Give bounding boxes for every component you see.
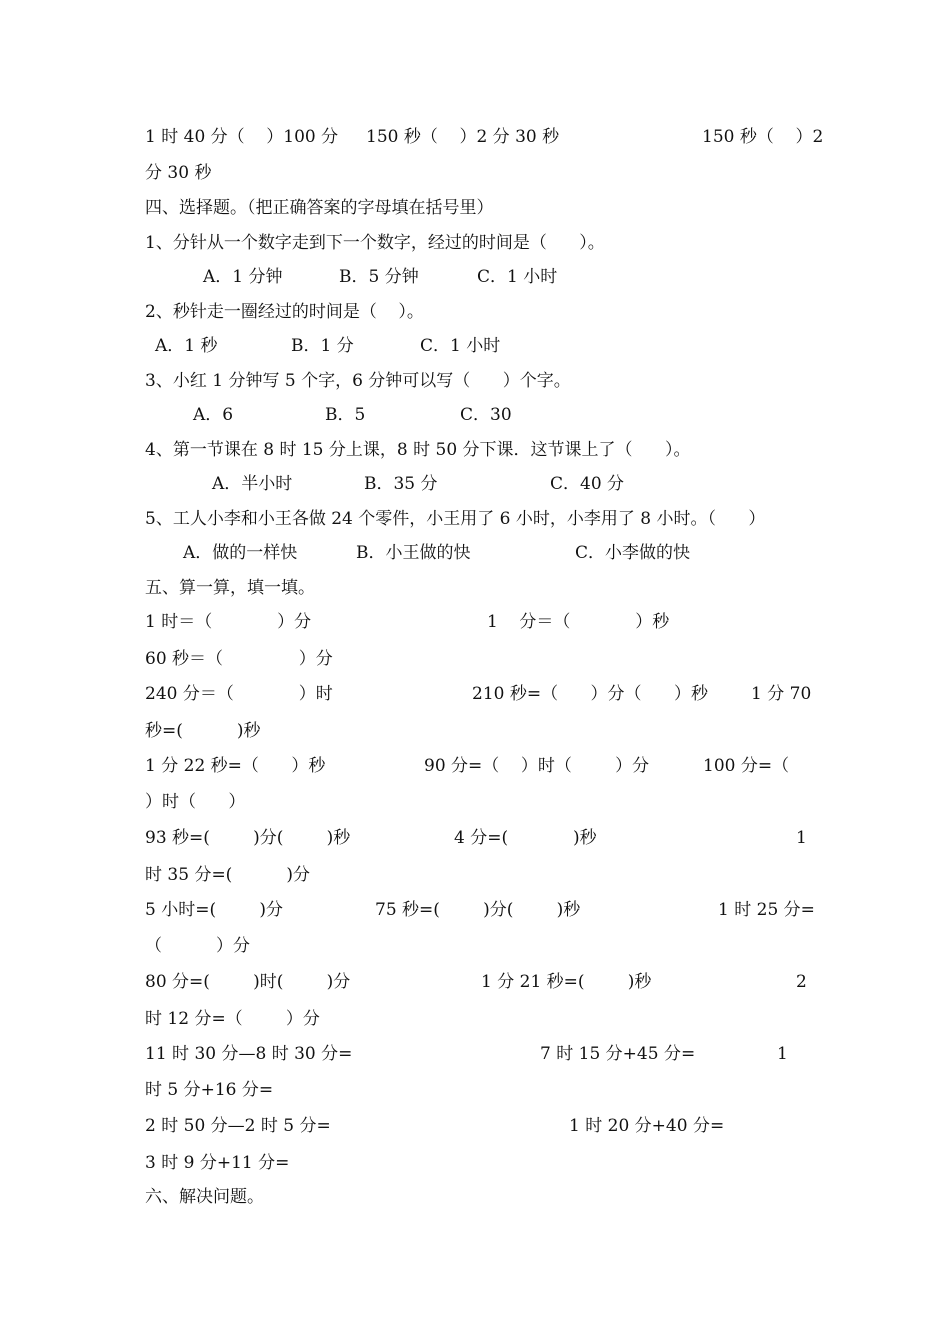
q3-option-c: C．30 [460,405,512,425]
calc-item-5: 1 时 20 分+40 分= [569,1116,725,1136]
fill-item-14: 75 秒=( )分( )秒 [375,900,581,920]
fill-item-16: 80 分=( )时( )分 [145,972,351,992]
fill-item-9: 100 分=（ [703,756,790,776]
section-five-heading: 五、算一算，填一填。 [145,578,315,598]
fill-item-8: 90 分=（ ）时（ ）分 [424,756,650,776]
fill-item-13: 5 小时=( )分 [145,900,283,920]
q3-option-b: B．5 [325,405,366,425]
fill-item-4: 240 分＝（ ）时 [145,684,333,704]
fill-item-18-continued: 时 12 分=（ ）分 [145,1009,320,1029]
q5-option-a: A．做的一样快 [183,543,298,563]
calc-item-6: 3 时 9 分+11 分= [145,1153,290,1173]
question-5: 5、工人小李和小王各做 24 个零件，小王用了 6 小时，小李用了 8 小时。（ ） [145,509,766,529]
fill-item-12-continued: 时 35 分=( )分 [145,865,310,885]
q4-option-a: A．半小时 [212,474,293,494]
comparison-item-3-continued: 分 30 秒 [145,163,212,183]
fill-item-12: 1 [796,828,807,848]
q5-option-b: B．小王做的快 [356,543,471,563]
q2-option-a: A．1 秒 [155,336,218,356]
fill-item-6-continued: 秒=( )秒 [145,721,261,741]
question-4: 4、第一节课在 8 时 15 分上课，8 时 50 分下课．这节课上了（ ）。 [145,440,691,460]
q4-option-c: C．40 分 [550,474,625,494]
fill-item-15: 1 时 25 分= [718,900,815,920]
fill-item-9-continued: ）时（ ） [145,792,246,812]
calc-item-4: 2 时 50 分—2 时 5 分= [145,1116,331,1136]
section-four-heading: 四、选择题。（把正确答案的字母填在括号里） [145,198,494,218]
fill-item-2: 1 分＝（ ）秒 [487,612,670,632]
q1-option-b: B．5 分钟 [339,267,419,287]
fill-item-18: 2 [796,972,807,992]
question-2: 2、秒针走一圈经过的时间是（ ）。 [145,302,424,322]
q3-option-a: A．6 [193,405,234,425]
comparison-item-3: 150 秒（ ）2 [702,127,824,147]
question-3: 3、小红 1 分钟写 5 个字，6 分钟可以写（ ）个字。 [145,371,571,391]
q1-option-c: C．1 小时 [477,267,558,287]
q5-option-c: C．小李做的快 [575,543,691,563]
fill-item-3: 60 秒＝（ ）分 [145,649,333,669]
calc-item-1: 11 时 30 分—8 时 30 分= [145,1044,353,1064]
fill-item-5: 210 秒=（ ）分（ ）秒 [472,684,708,704]
fill-item-7: 1 分 22 秒=（ ）秒 [145,756,326,776]
fill-item-15-continued: （ ）分 [145,936,251,956]
comparison-item-1: 1 时 40 分（ ）100 分 [145,127,339,147]
fill-item-10: 93 秒=( )分( )秒 [145,828,351,848]
fill-item-6: 1 分 70 [751,684,812,704]
question-1: 1、分针从一个数字走到下一个数字，经过的时间是（ ）。 [145,233,605,253]
calc-item-2: 7 时 15 分+45 分= [540,1044,696,1064]
comparison-item-2: 150 秒（ ）2 分 30 秒 [366,127,560,147]
section-six-heading: 六、解决问题。 [145,1187,264,1207]
fill-item-1: 1 时＝（ ）分 [145,612,312,632]
calc-item-3-continued: 时 5 分+16 分= [145,1080,274,1100]
calc-item-3: 1 [777,1044,788,1064]
fill-item-17: 1 分 21 秒=( )秒 [481,972,652,992]
q2-option-b: B．1 分 [291,336,354,356]
q2-option-c: C．1 小时 [420,336,501,356]
fill-item-11: 4 分=( )秒 [454,828,597,848]
q1-option-a: A．1 分钟 [203,267,283,287]
q4-option-b: B．35 分 [364,474,438,494]
